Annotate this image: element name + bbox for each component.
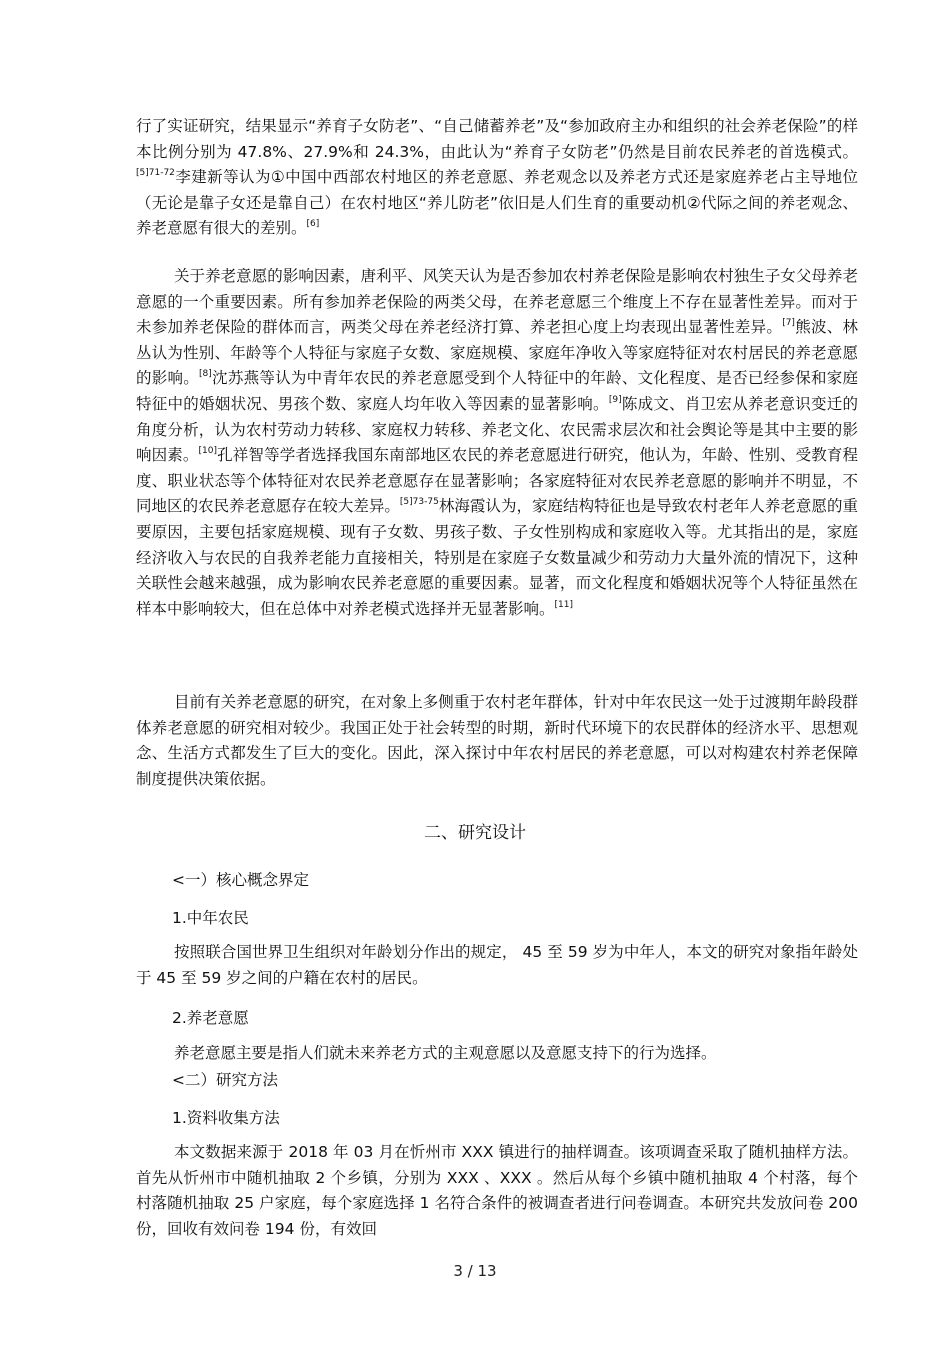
citation: [11]: [554, 599, 573, 610]
paragraph-text: 目前有关养老意愿的研究，在对象上多侧重于农村老年群体，针对中年农民这一处于过渡期年龄段群体养老意愿的研究相对较少。我国正处于社会转型的时期，新时代环境下的农民群体的经济水平、思想观念、生活方式都发生了巨大的变化。因此，深入探讨中年农村居民的养老意愿，可以对构建农村养老保障制度提供决策依据。: [136, 693, 858, 788]
paragraph-text: 按照联合国世界卫生组织对年龄划分作出的规定， 45 至 59 岁为中年人，本文的研究对象指年龄处于 45 至 59 岁之间的户籍在农村的居民。: [136, 943, 858, 987]
paragraph-text: 行了实证研究，结果显示“养育子女防老”、“自己储蓄养老”及“参加政府主办和组织的社会养老保险”的样本比例分别为 47.8%、27.9%和 24.3%，由此认为“养育子女防老”仍然是目前农民养老的首选模式。: [136, 117, 858, 161]
paragraph-research-gap: [136, 690, 858, 792]
citation: [10]: [198, 446, 218, 457]
sentence: 孔祥智等学者选择我国东南部地区农民的养老意愿进行研究，他认为，年龄、性别、受教育程度、职业状态等个体特征对农民养老意愿存在显著影响；各家庭特征对农民养老意愿的影响并不明显，不同地区的农民养老意愿存在较大差异。: [136, 446, 858, 516]
citation: [9]: [608, 394, 622, 405]
citation: [5]73-75: [399, 497, 439, 508]
paragraph-middle-aged-definition: [136, 940, 858, 991]
subsubsection-data-collection: 1.资料收集方法: [172, 1109, 280, 1127]
paragraph-prior-studies: [136, 114, 858, 242]
paragraph-influencing-factors: [136, 264, 858, 622]
paragraph-text: 李建新等认为①中国中西部农村地区的养老意愿、养老观念以及养老方式还是家庭养老占主导地位（无论是靠子女还是靠自己）在农村地区“养儿防老”依旧是人们生育的重要动机②代际之间的养老观念、养老意愿有很大的差别。: [136, 168, 858, 238]
citation: [5]71-72: [136, 168, 175, 179]
subsubsection-middle-aged-farmers: 1.中年农民: [172, 909, 249, 927]
citation: [6]: [306, 219, 320, 230]
sentence: 陈成文、肖卫宏从养老意识变迁的角度分析，认为农村劳动力转移、家庭权力转移、养老文化、农民需求层次和社会舆论等是其中主要的影响因素。: [136, 394, 858, 465]
subsection-core-concepts: <一）核心概念界定: [172, 871, 309, 889]
citation: [7]: [782, 318, 795, 329]
subsection-research-methods: <二）研究方法: [172, 1071, 278, 1089]
page-number: 3 / 13: [453, 1262, 497, 1280]
sentence: 关于养老意愿的影响因素，唐利平、风笑天认为是否参加农村养老保险是影响农村独生子女父母养老意愿的一个重要因素。所有参加养老保险的两类父母，在养老意愿三个维度上不存在显著性差异。而对于未参加养老保险的群体而言，两类父母在养老经济打算、养老担心度上均表现出显著性差异。: [136, 267, 858, 337]
sentence: 熊波、林丛认为性别、年龄等个人特征与家庭子女数、家庭规模、家庭年净收入等家庭特征对农村居民的养老意愿的影响。: [136, 318, 858, 388]
section-title: 二、研究设计: [424, 823, 526, 843]
sentence: 林海霞认为，家庭结构特征也是导致农村老年人养老意愿的重要原因，主要包括家庭规模、现有子女数、男孩子数、子女性别构成和家庭收入等。尤其指出的是，家庭经济收入与农民的自我养老能力直接相关，特别是在家庭子女数量减少和劳动力大量外流的情况下，这种关联性会越来越强，成为影响农民养老意愿的重要因素。显著，而文化程度和婚姻状况等个人特征虽然在样本中影响较大，但在总体中对养老模式选择并无显著影响。: [136, 497, 858, 618]
sentence: 沈苏燕等认为中青年农民的养老意愿受到个人特征中的年龄、文化程度、是否已经参保和家庭特征中的婚姻状况、男孩个数、家庭人均年收入等因素的显著影响。: [136, 369, 858, 413]
paragraph-text: 养老意愿主要是指人们就未来养老方式的主观意愿以及意愿支持下的行为选择。: [174, 1044, 717, 1062]
paragraph-text: 本文数据来源于 2018 年 03 月在忻州市 XXX 镇进行的抽样调查。该项调查采取了随机抽样方法。首先从忻州市中随机抽取 2 个乡镇，分别为 XXX 、XXX 。然后从每个乡镇中随机抽取 4 个村落，每个村落随机抽取 25 户家庭，每个家庭选择 1 名符合条件的被调查者进行问卷调查。本研究共发放问卷 200 份，回收有效问卷 194 份，有效回: [136, 1143, 858, 1238]
paragraph-data-collection: [136, 1140, 858, 1242]
subsubsection-pension-willingness: 2.养老意愿: [172, 1009, 249, 1027]
paragraph-willingness-definition: [136, 1041, 858, 1067]
citation: [8]: [199, 369, 212, 380]
